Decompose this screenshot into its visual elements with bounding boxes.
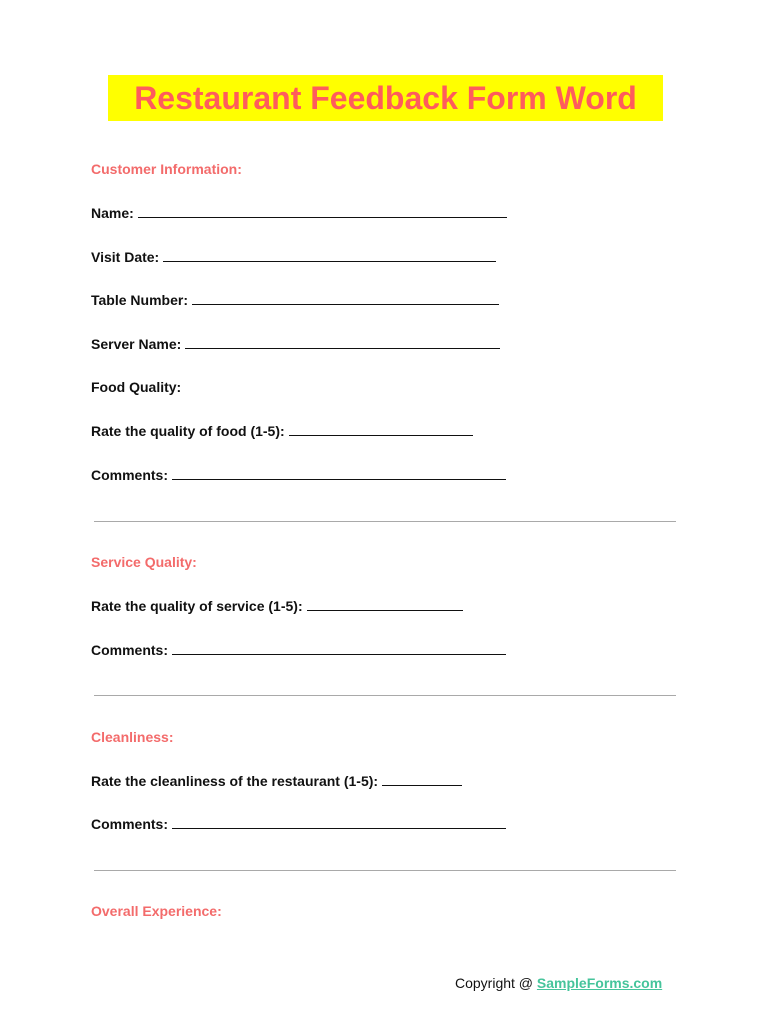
section-heading-cleanliness: Cleanliness: [91, 729, 174, 745]
section-divider [94, 521, 676, 522]
visit-date-label: Visit Date: [91, 249, 160, 265]
food-rating-label: Rate the quality of food (1-5): [91, 423, 285, 439]
cleanliness-rating-blank-line[interactable] [382, 772, 462, 786]
table-number-blank-line[interactable] [192, 291, 499, 305]
sampleforms-link[interactable]: SampleForms.com [536, 975, 663, 991]
food-rating-blank-line[interactable] [289, 422, 473, 436]
page-title: Restaurant Feedback Form Word [134, 80, 637, 116]
food-comments-blank-line[interactable] [172, 466, 506, 480]
section-divider [94, 870, 676, 871]
server-name-field[interactable] [91, 335, 500, 353]
server-name-blank-line[interactable] [185, 335, 500, 349]
name-label: Name: [91, 205, 134, 221]
food-quality-label: Food Quality: [91, 379, 182, 395]
cleanliness-rating-field[interactable] [91, 772, 462, 790]
copyright-text: Copyright @ [455, 975, 534, 991]
service-comments-label: Comments: [91, 642, 169, 658]
service-rating-blank-line[interactable] [307, 597, 463, 611]
server-name-label: Server Name: [91, 336, 182, 352]
cleanliness-rating-label: Rate the cleanliness of the restaurant (1-5): [91, 773, 379, 789]
section-divider [94, 695, 676, 696]
service-comments-field[interactable] [91, 641, 506, 659]
service-rating-label: Rate the quality of service (1-5): [91, 598, 303, 614]
food-comments-field[interactable] [91, 466, 506, 484]
service-comments-blank-line[interactable] [172, 641, 506, 655]
name-field[interactable] [91, 204, 507, 222]
visit-date-blank-line[interactable] [163, 248, 496, 262]
food-rating-field[interactable] [91, 422, 473, 440]
cleanliness-comments-blank-line[interactable] [172, 815, 506, 829]
table-number-field[interactable] [91, 291, 499, 309]
service-rating-field[interactable] [91, 597, 463, 615]
section-heading-overall-experience: Overall Experience: [91, 903, 222, 919]
food-comments-label: Comments: [91, 467, 169, 483]
footer-copyright [455, 974, 662, 992]
name-blank-line[interactable] [138, 204, 507, 218]
visit-date-field[interactable] [91, 248, 496, 266]
cleanliness-comments-label: Comments: [91, 816, 169, 832]
title-highlight [108, 75, 663, 121]
cleanliness-comments-field[interactable] [91, 815, 506, 833]
section-heading-customer-information: Customer Information: [91, 161, 242, 177]
table-number-label: Table Number: [91, 292, 188, 308]
section-heading-service-quality: Service Quality: [91, 554, 197, 570]
